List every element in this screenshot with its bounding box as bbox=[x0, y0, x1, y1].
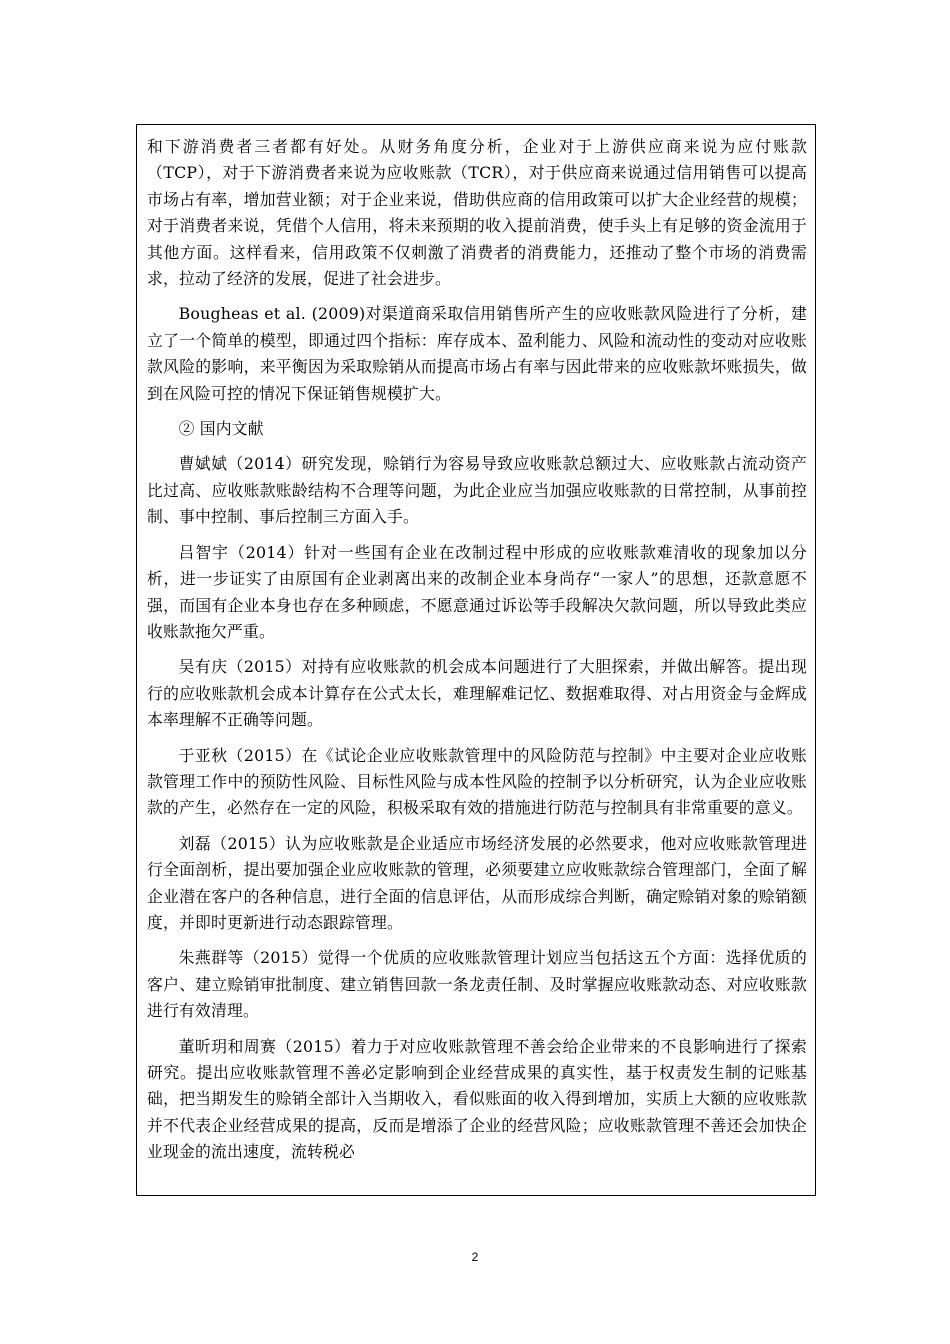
paragraph-7: 于亚秋（2015）在《试论企业应收账款管理中的风险防范与控制》中主要对企业应收账款管理工作中的预防性风险、目标性风险与成本性风险的控制予以分析研究，认为企业应收账款的产生，必然存在一定的风险，积极采取有效的措施进行防范与控制具有非常重要的意义。 bbox=[147, 745, 807, 818]
paragraph-8: 刘磊（2015）认为应收账款是企业适应市场经济发展的必然要求，他对应收账款管理进行全面剖析，提出要加强企业应收账款的管理，必须要建立应收账款综合管理部门，全面了解企业潜在客户的各种信息，进行全面的信息评估，从而形成综合判断，确定赊销对象的赊销额度，并即时更新进行动态跟踪管理。 bbox=[147, 833, 807, 932]
page-number: 2 bbox=[471, 1250, 479, 1264]
paragraph-9: 朱燕群等（2015）觉得一个优质的应收账款管理计划应当包括这五个方面：选择优质的客户、建立赊销审批制度、建立销售回款一条龙责任制、及时掌握应收账款动态、对应收账款进行有效清理。 bbox=[147, 948, 807, 1021]
section-heading-domestic: ② 国内文献 bbox=[178, 419, 264, 439]
paragraph-6: 吴有庆（2015）对持有应收账款的机会成本问题进行了大胆探索，并做出解答。提出现行的应收账款机会成本计算存在公式太长，难理解难记忆、数据难取得、对占用资金与金辉成本率理解不正确等问题。 bbox=[147, 657, 807, 730]
paragraph-10: 董昕玥和周赛（2015）着力于对应收账款管理不善会给企业带来的不良影响进行了探索研究。提出应收账款管理不善必定影响到企业经营成果的真实性，基于权责发生制的记账基础，把当期发生的赊销全部计入当期收入，看似账面的收入得到增加，实质上大额的应收账款并不代表企业经营成果的提高，反而是增添了企业的经营风险；应收账款管理不善还会加快企业现金的流出速度，流转税必 bbox=[147, 1036, 807, 1162]
document-body bbox=[147, 134, 807, 1175]
paragraph-2: Bougheas et al. (2009)对渠道商采取信用销售所产生的应收账款风险进行了分析，建立了一个简单的模型，即通过四个指标：库存成本、盈利能力、风险和流动性的变动对应收账款风险的影响，来平衡因为采取赊销从而提高市场占有率与因此带来的应收账款坏账损失，做到在风险可控的情况下保证销售规模扩大。 bbox=[147, 304, 807, 403]
paragraph-4: 曹娬娬（2014）研究发现，赊销行为容易导致应收账款总额过大、应收账款占流动资产比过高、应收账款账龄结构不合理等问题，为此企业应当加强应收账款的日常控制，从事前控制、事中控制、事后控制三方面入手。 bbox=[147, 454, 807, 527]
paragraph-1: 和下游消费者三者都有好处。从财务角度分析，企业对于上游供应商来说为应付账款（TCP），对于下游消费者来说为应收账款（TCR），对于供应商来说通过信用销售可以提高市场占有率，增加营业额；对于企业来说，借助供应商的信用政策可以扩大企业经营的规模；对于消费者来说，凭借个人信用，将未来预期的收入提前消费，使手头上有足够的资金流用于其他方面。这样看来，信用政策不仅刺激了消费者的消费能力，还推动了整个市场的消费需求，拉动了经济的发展，促进了社会进步。 bbox=[147, 137, 807, 289]
paragraph-5: 吕智宇（2014）针对一些国有企业在改制过程中形成的应收账款难清收的现象加以分析，进一步证实了由原国有企业剥离出来的改制企业本身尚存“一家人”的思想，还款意愿不强，而国有企业本身也存在多种顾虑，不愿意通过诉讼等手段解决欠款问题，所以导致此类应收账款拖欠严重。 bbox=[147, 542, 807, 641]
document-frame bbox=[136, 124, 816, 1196]
